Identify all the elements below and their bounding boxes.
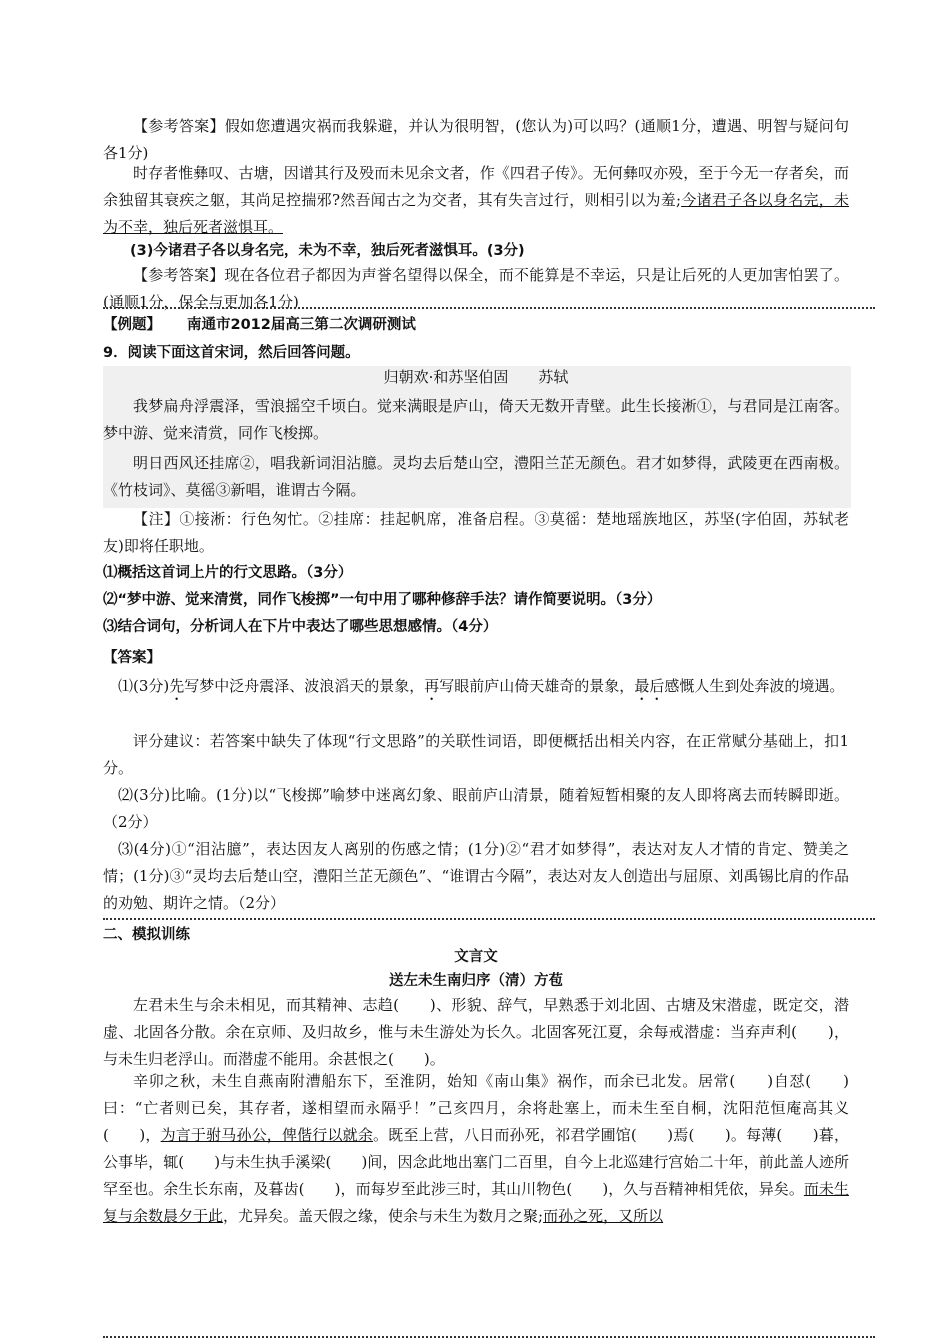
answer-1-part2: 写眼前庐山倚天雄奇的景象， bbox=[439, 677, 635, 695]
underlined-sentence-1: 为言于驸马孙公，俾偕行以就余 bbox=[160, 1126, 373, 1144]
example-tag: 【例题】 bbox=[103, 317, 161, 333]
passage-text: 时存者惟彝叹、古塘，因谱其行及殁而未见余文者，作《四君子传》。无何彝叹亦殁，至于今无一存者矣，而余独留其衰疾之躯，其尚足控揣邪?然吾闻古之为交者，其有失言过行，则相引以为羞; bbox=[103, 164, 849, 209]
essay-title: 送左未生南归序（清）方苞 bbox=[389, 973, 563, 989]
example-source: 南通市2012届高三第二次调研测试 bbox=[187, 317, 416, 333]
example-header bbox=[103, 312, 849, 339]
underlined-sentence-2: 而未生复与余数晨夕于此 bbox=[103, 1180, 849, 1225]
poem-stanza-2: 明日西风还挂席②，唱我新词泪沾臆。灵均去后楚山空，澧阳兰芷无颜色。君才如梦得，武陵更在西南极。《竹枝词》、莫徭③新唱，谁谓古今隔。 bbox=[103, 454, 849, 499]
question-9-title: 9．阅读下面这首宋词，然后回答问题。 bbox=[103, 345, 360, 361]
reference-answer-3: 【参考答案】现在各位君子都因为声誉名望得以保全，而不能算是不幸运，只是让后死的人更加害怕罢了。(通顺1分，保全与更加各1分) bbox=[103, 266, 849, 311]
sub-question-2: ⑵“梦中游、觉来清赏，同作飞梭掷”一句中用了哪种修辞手法？请作简要说明。（3分） bbox=[103, 592, 662, 608]
essay-p2-text-a: 辛卯之秋，未生自燕南附漕船东下，至淮阴，始知《南山集》祸作，而余已北发。居常( )自怼( )曰：“亡者则已矣，其存者，遂相望而永隔乎！”己亥四月，余将赴塞上，而未生至自桐，沈阳范恒庵高其义( )， bbox=[103, 1072, 849, 1144]
scoring-note: 评分建议：若答案中缺失了体现“行文思路”的关联性词语，即便概括出相关内容，在正常赋分基础上，扣1分。 bbox=[103, 732, 849, 777]
passage-underlined-sentence: 今诸君子各以身名完，未为不幸，独后死者滋惧耳。 bbox=[103, 191, 849, 236]
sub-question-3: ⑶结合词句，分析词人在下片中表达了哪些思想感情。（4分） bbox=[103, 619, 498, 635]
classical-passage-paragraph bbox=[103, 160, 849, 241]
answer-1-part1: 写梦中泛舟震泽、波浪滔天的景象， bbox=[184, 677, 425, 695]
poem-stanza-1: 我梦扁舟浮震泽，雪浪摇空千顷白。觉来满眼是庐山，倚天无数开青壁。此生长接淅①，与君同是江南客。梦中游、觉来清赏，同作飞梭掷。 bbox=[103, 397, 849, 442]
keyword-finally: 最后 bbox=[634, 677, 665, 695]
reference-answer-paragraph: 【参考答案】假如您遭遇灾祸而我躲避，并认为很明智，(您认为)可以吗？(通顺1分，遭遇、明智与疑问句各1分) bbox=[103, 117, 849, 162]
genre-heading: 文言文 bbox=[454, 949, 498, 965]
poem-note: 【注】①接淅：行色匆忙。②挂席：挂起帆席，准备启程。③莫徭：楚地瑶族地区，苏坚(字伯固，苏轼老友)即将任职地。 bbox=[103, 510, 849, 555]
training-heading: 二、模拟训练 bbox=[103, 927, 190, 943]
essay-paragraph-2 bbox=[103, 1068, 849, 1230]
section-divider-2 bbox=[103, 918, 875, 920]
essay-p2-text-c: ，尤异矣。盖天假之缘，使余与未生为数月之聚; bbox=[223, 1207, 544, 1225]
sub-question-1: ⑴概括这首词上片的行文思路。（3分） bbox=[103, 565, 353, 581]
answer-3: ⑶(4分)①“泪沾臆”，表达因友人离别的伤感之情；(1分)②“君才如梦得”，表达对友人才情的肯定、赞美之情；(1分)③“灵均去后楚山空，澧阳兰芷无颜色”、“谁谓古今隔”，表达对友人创造出与屈原、刘禹锡比肩的作品的劝勉、期许之情。（2分） bbox=[103, 840, 849, 912]
answer-1-part3: 感慨人生到处奔波的境遇。 bbox=[664, 677, 845, 695]
answer-label: 【答案】 bbox=[103, 650, 161, 666]
bottom-divider bbox=[103, 1336, 875, 1338]
answer-1-score: ⑴(3分) bbox=[118, 677, 170, 695]
keyword-first: 先 bbox=[169, 677, 185, 695]
keyword-then: 再 bbox=[424, 677, 440, 695]
answer-1 bbox=[103, 673, 849, 704]
essay-paragraph-1: 左君未生与余未相见，而其精神、志趋( )、形貌、辞气，早熟悉于刘北固、古塘及宋潜虚，既定交，潜虚、北固各分散。余在京师、及归故乡，惟与未生游处为长久。北固客死江夏，余每戒潜虚：当弃声利( )，与未生归老浮山。而潜虚不能用。余甚恨之( )。 bbox=[103, 996, 849, 1068]
poem-title: 归朝欢·和苏坚伯固 苏轼 bbox=[383, 368, 569, 386]
section-divider-1 bbox=[103, 307, 875, 309]
question-3: (3)今诸君子各以身名完，未为不幸，独后死者滋惧耳。(3分) bbox=[130, 243, 525, 259]
essay-p2-text-b: 。既至上营，八日而孙死，祁君学圃馆( )焉( )。每薄( )暮，公事毕，辄( )与未生执手溪梁( )间，因念此地出塞门二百里，自今上北巡建行宫始二十年，前此盖人迹所罕至也。余生长东南，及暮齿( )，而每岁至此涉三时，其山川物色( )，久与吾精神相凭依，异矣。 bbox=[103, 1126, 849, 1198]
answer-2: ⑵(3分)比喻。(1分)以“飞梭掷”喻梦中迷离幻象、眼前庐山清景，随着短暂相聚的友人即将离去而转瞬即逝。（2分） bbox=[103, 786, 849, 831]
underlined-sentence-3: 而孙之死，又所以 bbox=[543, 1207, 664, 1225]
